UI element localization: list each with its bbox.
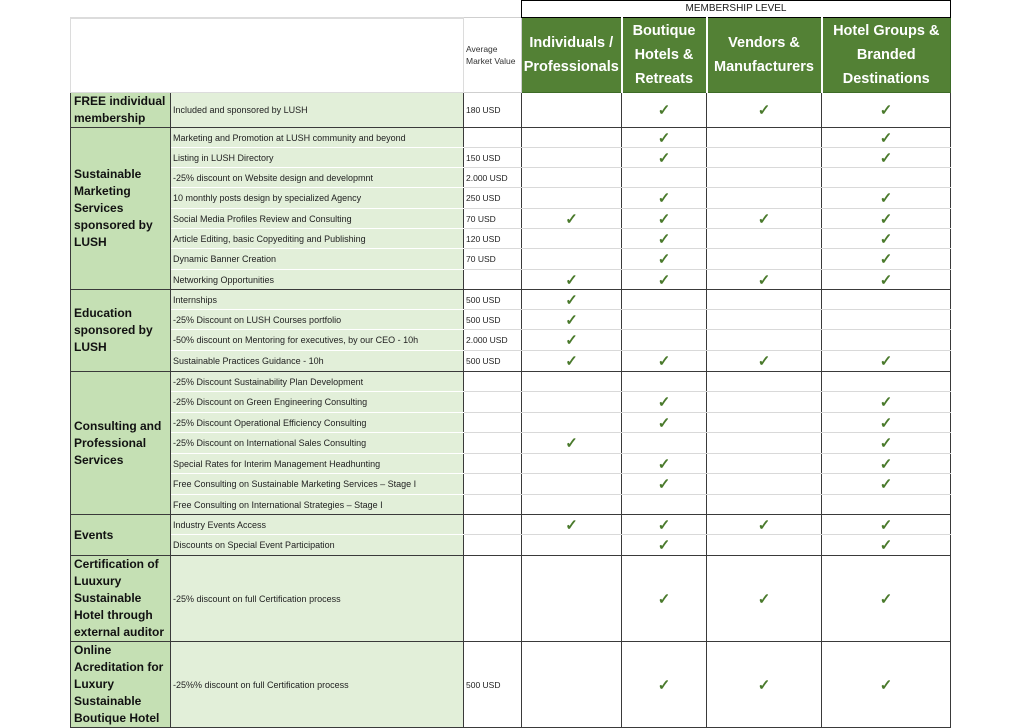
- check-cell-hotel-groups: [822, 642, 951, 728]
- table-row: [71, 454, 951, 474]
- check-cell-hotel-groups: [822, 454, 951, 474]
- check-cell-vendors: [707, 330, 822, 351]
- check-cell-hotel-groups: [822, 148, 951, 168]
- table-row: [71, 330, 951, 351]
- check-cell-vendors: [707, 93, 822, 128]
- market-value-cell: [464, 474, 522, 495]
- check-icon: ✓: [657, 129, 671, 147]
- check-cell-individuals: [522, 290, 622, 310]
- check-cell-vendors: [707, 229, 822, 249]
- market-value-cell: [464, 495, 522, 515]
- header-blank: [71, 18, 464, 93]
- check-icon: ✓: [879, 537, 893, 554]
- check-cell-hotel-groups: [822, 392, 951, 413]
- table-row: [71, 128, 951, 148]
- level-header-hotel-groups: Hotel Groups & Branded Destinations: [822, 18, 951, 93]
- check-icon: ✓: [657, 516, 671, 534]
- check-cell-vendors: [707, 474, 822, 495]
- check-cell-hotel-groups: [822, 330, 951, 351]
- check-cell-vendors: [707, 413, 822, 433]
- check-cell-boutique-hotels: [622, 330, 707, 351]
- category-cell: Certification of Luuxury Sustainable Hotel through external auditor: [71, 556, 171, 642]
- check-icon: ✓: [879, 190, 893, 207]
- check-cell-hotel-groups: [822, 474, 951, 495]
- check-cell-hotel-groups: [822, 310, 951, 330]
- table-row: [71, 93, 951, 128]
- table-row: [71, 433, 951, 454]
- table-row: [71, 495, 951, 515]
- check-icon: ✓: [879, 230, 893, 248]
- market-value-cell: 500 USD: [464, 290, 522, 310]
- check-icon: ✓: [879, 590, 893, 608]
- table-row: [71, 168, 951, 188]
- check-cell-individuals: [522, 392, 622, 413]
- service-cell: -25% Discount on LUSH Courses portfolio: [171, 310, 464, 330]
- service-cell: -25% Discount on Green Engineering Consulting: [171, 392, 464, 413]
- service-cell: -50% discount on Mentoring for executives, by our CEO - 10h: [171, 330, 464, 351]
- service-cell: -25% discount on full Certification process: [171, 556, 464, 642]
- check-cell-boutique-hotels: [622, 515, 707, 535]
- check-icon: ✓: [657, 230, 671, 248]
- check-icon: ✓: [565, 332, 578, 349]
- check-cell-hotel-groups: [822, 495, 951, 515]
- table-row: [71, 229, 951, 249]
- check-icon: ✓: [879, 414, 893, 432]
- check-cell-boutique-hotels: [622, 249, 707, 270]
- service-cell: Free Consulting on Sustainable Marketing Services – Stage I: [171, 474, 464, 495]
- check-icon: ✓: [879, 210, 893, 228]
- check-icon: ✓: [565, 271, 578, 289]
- check-cell-hotel-groups: [822, 290, 951, 310]
- service-cell: -25% Discount Sustainability Plan Development: [171, 372, 464, 392]
- market-value-cell: [464, 372, 522, 392]
- check-cell-individuals: [522, 351, 622, 372]
- check-icon: ✓: [757, 102, 771, 119]
- check-cell-vendors: [707, 270, 822, 290]
- check-icon: ✓: [657, 394, 671, 411]
- table-row: [71, 556, 951, 642]
- check-cell-individuals: [522, 642, 622, 728]
- category-cell: Consulting and Professional Services: [71, 372, 171, 515]
- check-icon: ✓: [657, 590, 671, 608]
- check-cell-boutique-hotels: [622, 535, 707, 556]
- check-cell-individuals: [522, 188, 622, 209]
- table-row: [71, 474, 951, 495]
- check-cell-boutique-hotels: [622, 413, 707, 433]
- market-value-cell: [464, 270, 522, 290]
- table-body: [71, 93, 951, 728]
- table-row: [71, 642, 951, 728]
- check-cell-individuals: [522, 372, 622, 392]
- check-cell-individuals: [522, 495, 622, 515]
- service-cell: Free Consulting on International Strategies – Stage I: [171, 495, 464, 515]
- table-row: [71, 209, 951, 229]
- check-cell-boutique-hotels: [622, 229, 707, 249]
- table-row: [71, 535, 951, 556]
- check-cell-vendors: [707, 168, 822, 188]
- table-row: [71, 148, 951, 168]
- check-icon: ✓: [657, 271, 671, 289]
- check-cell-individuals: [522, 229, 622, 249]
- check-cell-individuals: [522, 128, 622, 148]
- check-cell-hotel-groups: [822, 128, 951, 148]
- market-value-cell: 70 USD: [464, 249, 522, 270]
- check-cell-hotel-groups: [822, 229, 951, 249]
- table-row: [71, 310, 951, 330]
- check-cell-individuals: [522, 556, 622, 642]
- level-header-boutique-hotels: Boutique Hotels & Retreats: [622, 18, 707, 93]
- top-blank: [71, 1, 522, 18]
- check-cell-hotel-groups: [822, 556, 951, 642]
- check-cell-vendors: [707, 290, 822, 310]
- market-value-cell: [464, 515, 522, 535]
- check-icon: ✓: [879, 149, 893, 167]
- check-cell-boutique-hotels: [622, 93, 707, 128]
- check-cell-vendors: [707, 495, 822, 515]
- market-value-cell: [464, 556, 522, 642]
- market-value-cell: 150 USD: [464, 148, 522, 168]
- check-icon: ✓: [879, 102, 893, 119]
- service-cell: Article Editing, basic Copyediting and Publishing: [171, 229, 464, 249]
- check-icon: ✓: [757, 676, 771, 694]
- check-cell-vendors: [707, 392, 822, 413]
- check-cell-boutique-hotels: [622, 556, 707, 642]
- service-cell: Social Media Profiles Review and Consulting: [171, 209, 464, 229]
- category-cell: Online Acreditation for Luxury Sustainable Boutique Hotel: [71, 642, 171, 728]
- check-icon: ✓: [757, 516, 771, 534]
- check-cell-hotel-groups: [822, 249, 951, 270]
- check-cell-individuals: [522, 270, 622, 290]
- check-cell-individuals: [522, 535, 622, 556]
- market-value-cell: 180 USD: [464, 93, 522, 128]
- table-row: [71, 270, 951, 290]
- table-row: [71, 351, 951, 372]
- check-icon: ✓: [657, 210, 671, 228]
- check-icon: ✓: [879, 251, 893, 268]
- check-cell-boutique-hotels: [622, 474, 707, 495]
- check-cell-vendors: [707, 128, 822, 148]
- check-icon: ✓: [757, 210, 771, 228]
- check-icon: ✓: [657, 455, 671, 473]
- table-row: [71, 515, 951, 535]
- check-cell-boutique-hotels: [622, 128, 707, 148]
- check-cell-hotel-groups: [822, 535, 951, 556]
- table-row: [71, 249, 951, 270]
- check-cell-hotel-groups: [822, 372, 951, 392]
- check-cell-boutique-hotels: [622, 188, 707, 209]
- category-cell: FREE individual membership: [71, 93, 171, 128]
- category-cell: Education sponsored by LUSH: [71, 290, 171, 372]
- service-cell: Listing in LUSH Directory: [171, 148, 464, 168]
- table-row: [71, 188, 951, 209]
- check-cell-individuals: [522, 515, 622, 535]
- service-cell: -25% Discount on International Sales Consulting: [171, 433, 464, 454]
- category-cell: Events: [71, 515, 171, 556]
- check-cell-individuals: [522, 93, 622, 128]
- check-cell-vendors: [707, 249, 822, 270]
- market-value-cell: 500 USD: [464, 310, 522, 330]
- check-cell-boutique-hotels: [622, 351, 707, 372]
- category-cell: Sustainable Marketing Services sponsored by LUSH: [71, 128, 171, 290]
- check-cell-individuals: [522, 433, 622, 454]
- service-cell: -25% Discount Operational Efficiency Consulting: [171, 413, 464, 433]
- check-cell-hotel-groups: [822, 168, 951, 188]
- check-cell-boutique-hotels: [622, 168, 707, 188]
- market-value-cell: [464, 454, 522, 474]
- check-icon: ✓: [657, 149, 671, 167]
- market-value-cell: [464, 413, 522, 433]
- market-value-cell: [464, 433, 522, 454]
- check-cell-boutique-hotels: [622, 148, 707, 168]
- membership-table: [70, 0, 951, 728]
- check-cell-vendors: [707, 454, 822, 474]
- check-icon: ✓: [657, 476, 671, 493]
- check-cell-boutique-hotels: [622, 495, 707, 515]
- market-value-cell: 500 USD: [464, 351, 522, 372]
- check-cell-hotel-groups: [822, 93, 951, 128]
- check-cell-hotel-groups: [822, 413, 951, 433]
- check-icon: ✓: [879, 353, 893, 370]
- check-icon: ✓: [757, 353, 771, 370]
- market-value-cell: [464, 392, 522, 413]
- check-cell-hotel-groups: [822, 209, 951, 229]
- level-header-individuals: Individuals / Professionals: [522, 18, 622, 93]
- check-cell-boutique-hotels: [622, 392, 707, 413]
- check-cell-vendors: [707, 535, 822, 556]
- check-cell-individuals: [522, 310, 622, 330]
- check-cell-hotel-groups: [822, 188, 951, 209]
- check-cell-boutique-hotels: [622, 372, 707, 392]
- check-icon: ✓: [657, 190, 671, 207]
- check-icon: ✓: [879, 435, 893, 452]
- check-cell-individuals: [522, 330, 622, 351]
- check-icon: ✓: [565, 516, 578, 534]
- check-cell-boutique-hotels: [622, 209, 707, 229]
- check-cell-boutique-hotels: [622, 433, 707, 454]
- check-cell-vendors: [707, 310, 822, 330]
- membership-level-label: MEMBERSHIP LEVEL: [522, 1, 951, 18]
- check-icon: ✓: [657, 353, 671, 370]
- service-cell: Special Rates for Interim Management Headhunting: [171, 454, 464, 474]
- market-value-cell: 250 USD: [464, 188, 522, 209]
- check-icon: ✓: [879, 476, 893, 493]
- check-cell-individuals: [522, 209, 622, 229]
- service-cell: 10 monthly posts design by specialized Agency: [171, 188, 464, 209]
- service-cell: Dynamic Banner Creation: [171, 249, 464, 270]
- check-icon: ✓: [879, 129, 893, 147]
- check-icon: ✓: [657, 676, 671, 694]
- check-cell-vendors: [707, 515, 822, 535]
- check-icon: ✓: [879, 271, 893, 289]
- check-cell-boutique-hotels: [622, 454, 707, 474]
- check-icon: ✓: [565, 353, 578, 370]
- check-icon: ✓: [565, 291, 578, 309]
- service-cell: -25%% discount on full Certification process: [171, 642, 464, 728]
- check-cell-individuals: [522, 454, 622, 474]
- check-icon: ✓: [879, 394, 893, 411]
- service-cell: -25% discount on Website design and developmnt: [171, 168, 464, 188]
- check-cell-individuals: [522, 168, 622, 188]
- check-cell-vendors: [707, 642, 822, 728]
- check-icon: ✓: [879, 676, 893, 694]
- service-cell: Sustainable Practices Guidance - 10h: [171, 351, 464, 372]
- check-icon: ✓: [565, 210, 578, 228]
- table-row: [71, 413, 951, 433]
- check-icon: ✓: [657, 251, 671, 268]
- check-icon: ✓: [565, 311, 578, 329]
- check-icon: ✓: [657, 414, 671, 432]
- check-cell-hotel-groups: [822, 351, 951, 372]
- check-icon: ✓: [757, 590, 771, 608]
- check-cell-hotel-groups: [822, 270, 951, 290]
- market-value-cell: 2.000 USD: [464, 330, 522, 351]
- check-cell-individuals: [522, 249, 622, 270]
- market-value-cell: [464, 535, 522, 556]
- table-row: [71, 392, 951, 413]
- market-value-cell: 2.000 USD: [464, 168, 522, 188]
- service-cell: Networking Opportunities: [171, 270, 464, 290]
- market-value-cell: [464, 128, 522, 148]
- market-value-cell: 70 USD: [464, 209, 522, 229]
- check-cell-vendors: [707, 556, 822, 642]
- check-cell-vendors: [707, 433, 822, 454]
- check-cell-individuals: [522, 474, 622, 495]
- check-cell-boutique-hotels: [622, 642, 707, 728]
- check-cell-vendors: [707, 372, 822, 392]
- table-row: [71, 372, 951, 392]
- check-cell-boutique-hotels: [622, 270, 707, 290]
- level-header-vendors: Vendors & Manufacturers: [707, 18, 822, 93]
- check-icon: ✓: [657, 537, 671, 554]
- check-icon: ✓: [657, 102, 671, 119]
- check-cell-vendors: [707, 188, 822, 209]
- service-cell: Included and sponsored by LUSH: [171, 93, 464, 128]
- check-cell-individuals: [522, 413, 622, 433]
- check-cell-boutique-hotels: [622, 310, 707, 330]
- service-cell: Marketing and Promotion at LUSH community and beyond: [171, 128, 464, 148]
- check-icon: ✓: [879, 455, 893, 473]
- check-cell-boutique-hotels: [622, 290, 707, 310]
- market-value-cell: 500 USD: [464, 642, 522, 728]
- check-cell-hotel-groups: [822, 433, 951, 454]
- service-cell: Internships: [171, 290, 464, 310]
- check-icon: ✓: [879, 516, 893, 534]
- check-cell-individuals: [522, 148, 622, 168]
- check-icon: ✓: [757, 271, 771, 289]
- check-cell-vendors: [707, 148, 822, 168]
- market-value-cell: 120 USD: [464, 229, 522, 249]
- average-market-value-header: Average Market Value: [464, 18, 522, 93]
- table-row: [71, 290, 951, 310]
- check-cell-hotel-groups: [822, 515, 951, 535]
- check-cell-vendors: [707, 209, 822, 229]
- check-icon: ✓: [565, 435, 578, 452]
- check-cell-vendors: [707, 351, 822, 372]
- service-cell: Discounts on Special Event Participation: [171, 535, 464, 556]
- service-cell: Industry Events Access: [171, 515, 464, 535]
